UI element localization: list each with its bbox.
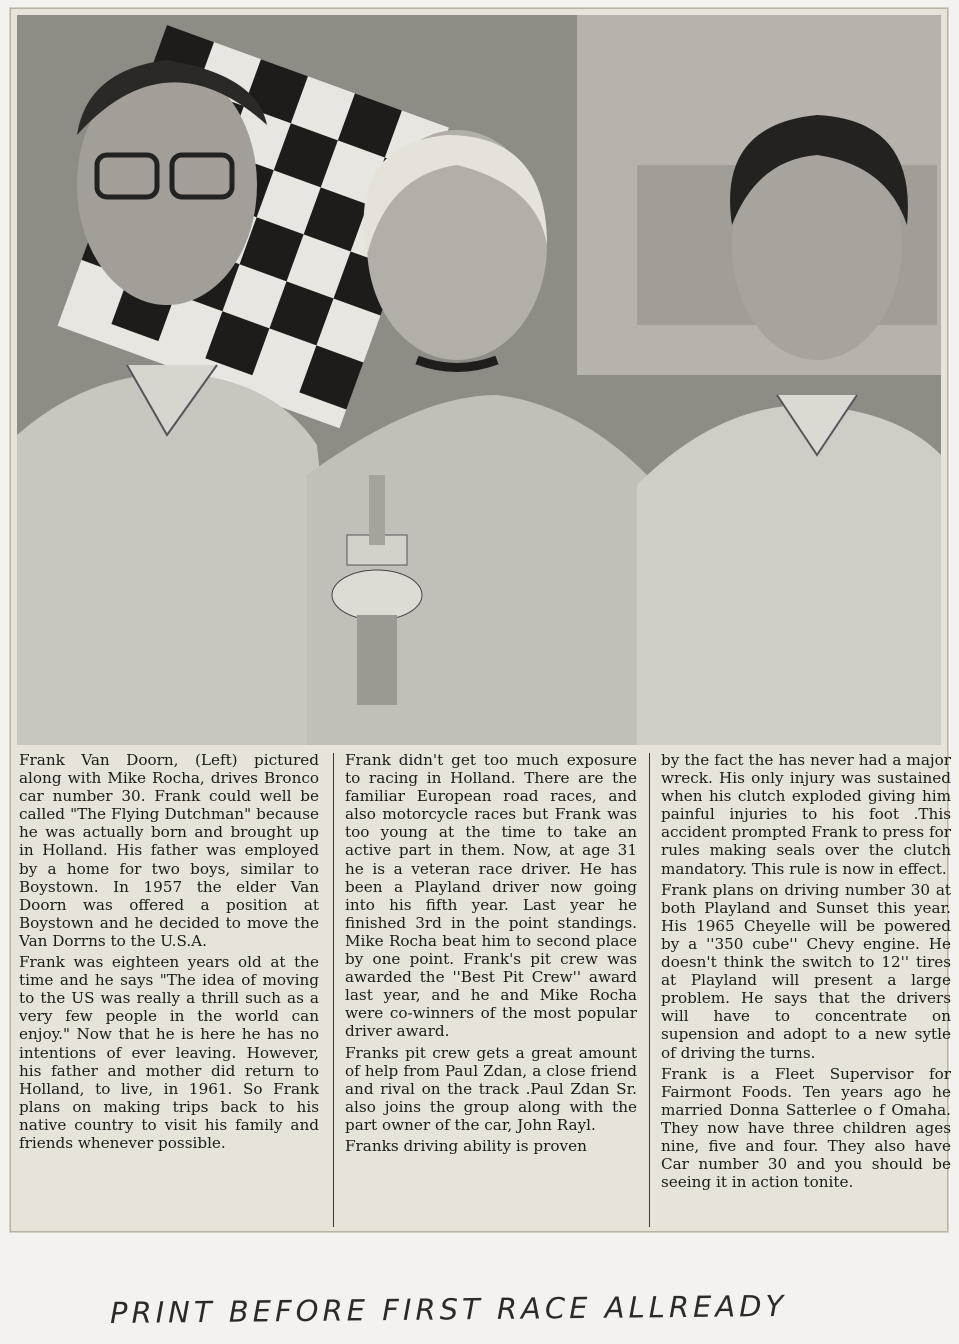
paragraph: by the fact the has never had a major wreck. His only injury was sustained when his clutch exploded giving him painful injuries to his foot .This accident prompted Frank to press for rules making seals over the clutch mandatory. This rule is now in effect.: [661, 751, 951, 878]
paragraph: Frank is a Fleet Supervisor for Fairmont Foods. Ten years ago he married Donna Satterlee o f Omaha. They now have three children ages nine, five and four. They also have Car number 30 and you should be seeing it in action tonite.: [661, 1064, 951, 1192]
article-column-3: [661, 751, 951, 1227]
article-body: [19, 751, 951, 1229]
photo-three-people-with-checkered-flag-and-trophy: [17, 15, 941, 745]
photo-illustration: [17, 15, 941, 745]
article-column-1: [19, 751, 319, 1227]
paragraph: Franks pit crew gets a great amount of help from Paul Zdan, a close friend and rival on the track .Paul Zdan Sr. also joins the group along with the part owner of the car, John Rayl.: [345, 1043, 637, 1134]
column-divider: [333, 753, 334, 1227]
paragraph: Frank was eighteen years old at the time and he says "The idea of moving to the US was really a thrill such as a very few people in the world can enjoy." Now that he is here he has no intentions of ever leaving. However, his father and mother did return to Holland, to live, in 1961. So Frank plans on making trips back to his native country to visit his family and friends whenever possible.: [19, 953, 319, 1152]
paragraph: Frank Van Doorn, (Left) pictured along with Mike Rocha, drives Bronco car number 30. Frank could well be called "The Flying Dutchman" because he was actually born and brought up in Holland. His father was employed by a home for two boys, similar to Boystown. In 1957 the elder Van Doorn was offered a position at Boystown and he decided to move the Van Dorrns to the U.S.A.: [19, 751, 319, 950]
article-column-2: [345, 751, 637, 1227]
paragraph: Frank didn't get too much exposure to racing in Holland. There are the familiar European road races, and also motorcycle races but Frank was too young at the time to take an active part in them. Now, at age 31 he is a veteran race driver. He has been a Playland driver now going into his fifth year. Last year he finished 3rd in the point standings. Mike Rocha beat him to second place by one point. Frank's pit crew was awarded the ''Best Pit Crew'' award last year, and he and Mike Rocha were co-winners of the most popular driver award.: [345, 751, 637, 1041]
column-divider: [649, 753, 650, 1227]
paragraph: Franks driving ability is proven: [345, 1136, 587, 1155]
paragraph: Frank plans on driving number 30 at both Playland and Sunset this year. His 1965 Cheyelle will be powered by a ''350 cube'' Chevy engine. He doesn't think the switch to 12'' tires at Playland will present a large problem. He says that the drivers will have to concentrate on supension and adopt to a new sytle of driving the turns.: [661, 880, 951, 1062]
newspaper-clipping: [10, 8, 951, 1232]
handwritten-note: PRINT BEFORE FIRST RACE ALLREADY: [109, 1288, 788, 1330]
